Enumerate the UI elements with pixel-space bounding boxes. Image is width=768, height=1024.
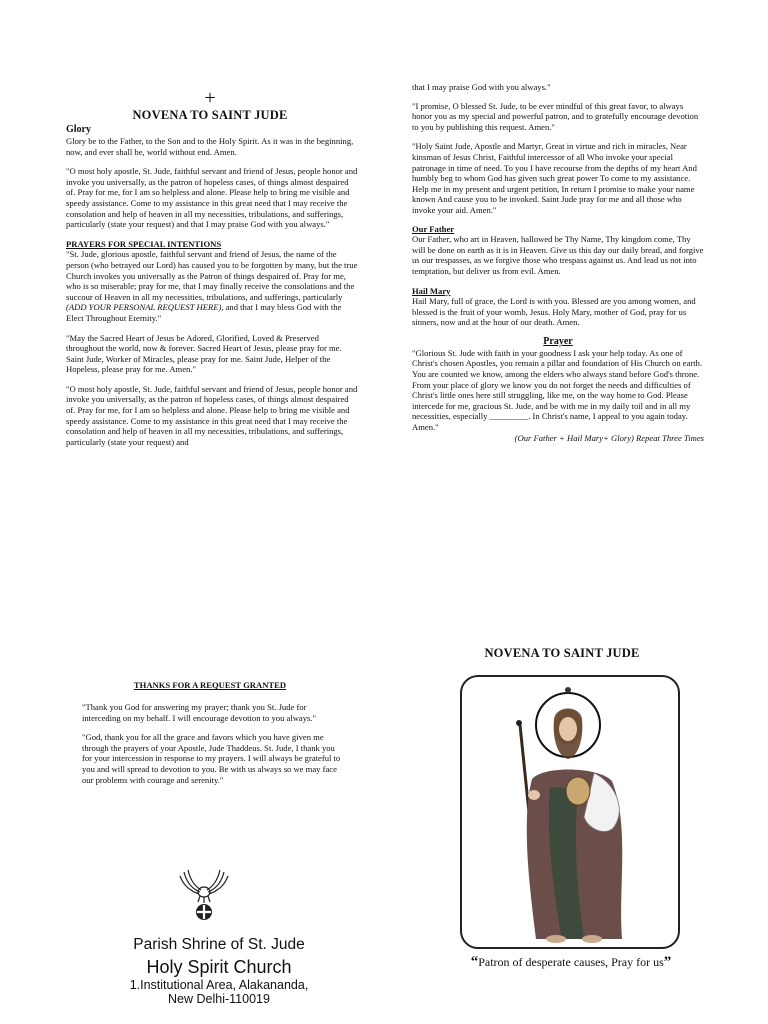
right-column bbox=[412, 82, 704, 443]
address-line-1: 1.Institutional Area, Alakananda, bbox=[129, 978, 309, 992]
promise-text: "I promise, O blessed St. Jude, to be ever mindful of this great favor, to always honor you as my special and powerful patron, and to gratefully encourage devotion to you by publishing this request. Amen." bbox=[412, 100, 699, 132]
portrait-caption bbox=[440, 954, 702, 970]
caption-open-quote: “ bbox=[470, 954, 479, 970]
hail-mary-text: Hail Mary, full of grace, the Lord is with you. Blessed are you among women, and blessed is the fruit of your womb, Jesus. Holy Mary, mother of God, pray for us sinners, now and at the hour of our death. Amen. bbox=[412, 296, 696, 328]
card-title: NOVENA TO SAINT JUDE bbox=[484, 646, 640, 660]
holy-saint-jude-text: "Holy Saint Jude, Apostle and Martyr, Great in virtue and rich in miracles, Near kinsman of Jesus Christ, Faithful intercessor of all Who invoke your special patronage in time of need. To you I have recourse from the depths of my heart And humbly beg to whom God has given such great power To come to my assistance. Help me in my present and urgent petition, In return I promise to make your name known And cause you to be invoked. Saint Jude pray for me and all those who invoke your aid. Amen." bbox=[412, 141, 697, 215]
personal-request-placeholder: (ADD YOUR PERSONAL REQUEST HERE), bbox=[66, 302, 224, 313]
prayer-text: "Glorious St. Jude with faith in your goodness I ask your help today. As one of Christ's chosen Apostles, you remain a pillar and foundation of His Church on earth. You are counted we know, among the elders who always stand before God's throne. From your place of glory we know you do not forget the needs and difficulties of Christ's little ones here still struggling, like me, on the way home to God. Please intercede for me, gracious St. Jude, and be with me in my daily toil and in all my necessities, especially _________. In Christ's name, I appeal to you again today. Amen." bbox=[412, 347, 703, 433]
cross-symbol: + bbox=[204, 87, 216, 109]
thanks-prayer-one: "Thank you God for answering my prayer; thank you St. Jude for interceding on my behalf. I will encourage devotion to you always." bbox=[82, 702, 317, 723]
sacred-heart-text: "May the Sacred Heart of Jesus be Adored, Glorified, Loved & Preserved throughout the world, now & forever. Sacred Heart of Jesus, please pray for me. Saint Jude, Worker of Miracles, please pray for me. Saint Jude, Helper of the Hopeless, please pray for me. Amen." bbox=[66, 332, 342, 375]
hail-mary-heading: Hail Mary bbox=[412, 285, 451, 296]
prayer-one-text: "O most holy apostle, St. Jude, faithful servant and friend of Jesus, people honor and invoke you universally, as the patron of hopeless cases, of things almost despaired of. Pray for me, for I am so helpless and alone. Please help to bring me visible and speedy assistance. Come to my assistance in this great need that I may receive the consolation and help of heaven in all my necessities, tribulations, and sufferings, particularly (state your request) and that I may praise God with you always." bbox=[66, 166, 358, 230]
address-line-2: New Delhi-110019 bbox=[168, 992, 270, 1006]
special-intentions-text bbox=[66, 249, 358, 323]
saint-jude-portrait bbox=[460, 675, 680, 949]
special-text-part-a: "St. Jude, glorious apostle, faithful servant and friend of Jesus, the name of the person (who betrayed our Lord) has caused you to be forgotten by many, but the true Church invokes you universally as the Patron of things despaired of. Pray for me, who is so miserable; pray for me, that I may finally receive the consolations and the succour of Heaven in all my necessities, tribulations, and sufferings, particularly bbox=[66, 249, 358, 302]
prayer-heading: Prayer bbox=[543, 335, 573, 347]
church-name: Holy Spirit Church bbox=[146, 957, 292, 977]
thanks-prayer-two: "God, thank you for all the grace and favors which you have given me through the prayers of your Apostle, Jude Thaddeus. St. Jude, I thank you for your intercession in response to my prayers. I will always be grateful to you and will spread to devotion to you. Be with us always so we may face our problems with courage and serenity." bbox=[82, 732, 341, 785]
repeat-instruction: (Our Father + Hail Mary+ Glory) Repeat Three Times bbox=[514, 432, 704, 443]
thanks-panel bbox=[82, 702, 344, 785]
shrine-name: Parish Shrine of St. Jude bbox=[133, 936, 305, 953]
left-column bbox=[66, 124, 358, 447]
special-text-part-b: and that I may bless God with the Elect Throughout Eternity." bbox=[66, 302, 342, 323]
glory-text: Glory be to the Father, to the Son and to the Holy Spirit. As it was in the beginning, now, and ever shall be, world without end. Amen. bbox=[66, 136, 354, 157]
caption-close-quote: ” bbox=[663, 954, 672, 970]
glory-heading: Glory bbox=[66, 124, 91, 135]
page-title: NOVENA TO SAINT JUDE bbox=[132, 108, 288, 122]
holy-spirit-dove-logo bbox=[176, 866, 232, 924]
special-intentions-heading: PRAYERS FOR SPECIAL INTENTIONS bbox=[66, 238, 222, 249]
our-father-text: Our Father, who art in Heaven, hallowed be Thy Name, Thy kingdom come, Thy will be done on earth as it is in Heaven. Give us this day our daily bread, and forgive us our trespasses, as we forgive those who trespass against us. And lead us not into temptation, but deliver us from evil. Amen. bbox=[412, 234, 704, 276]
caption-text: Patron of desperate causes, Pray for us bbox=[478, 955, 664, 969]
thanks-heading: THANKS FOR A REQUEST GRANTED bbox=[133, 680, 287, 690]
our-father-heading: Our Father bbox=[412, 223, 455, 234]
prayer-two-text: "O most holy apostle, St. Jude, faithful servant and friend of Jesus, people honor and invoke you universally, as the patron of hopeless cases, of things almost despaired of. Pray for me, for I am so helpless and alone. Please help to bring me visible and speedy assistance. Come to my assistance in this great need that I may receive the consolation and help of heaven in all my necessities, tribulations, and sufferings, particularly (state your request) and bbox=[66, 383, 358, 447]
continued-text: that I may praise God with you always." bbox=[412, 82, 551, 92]
